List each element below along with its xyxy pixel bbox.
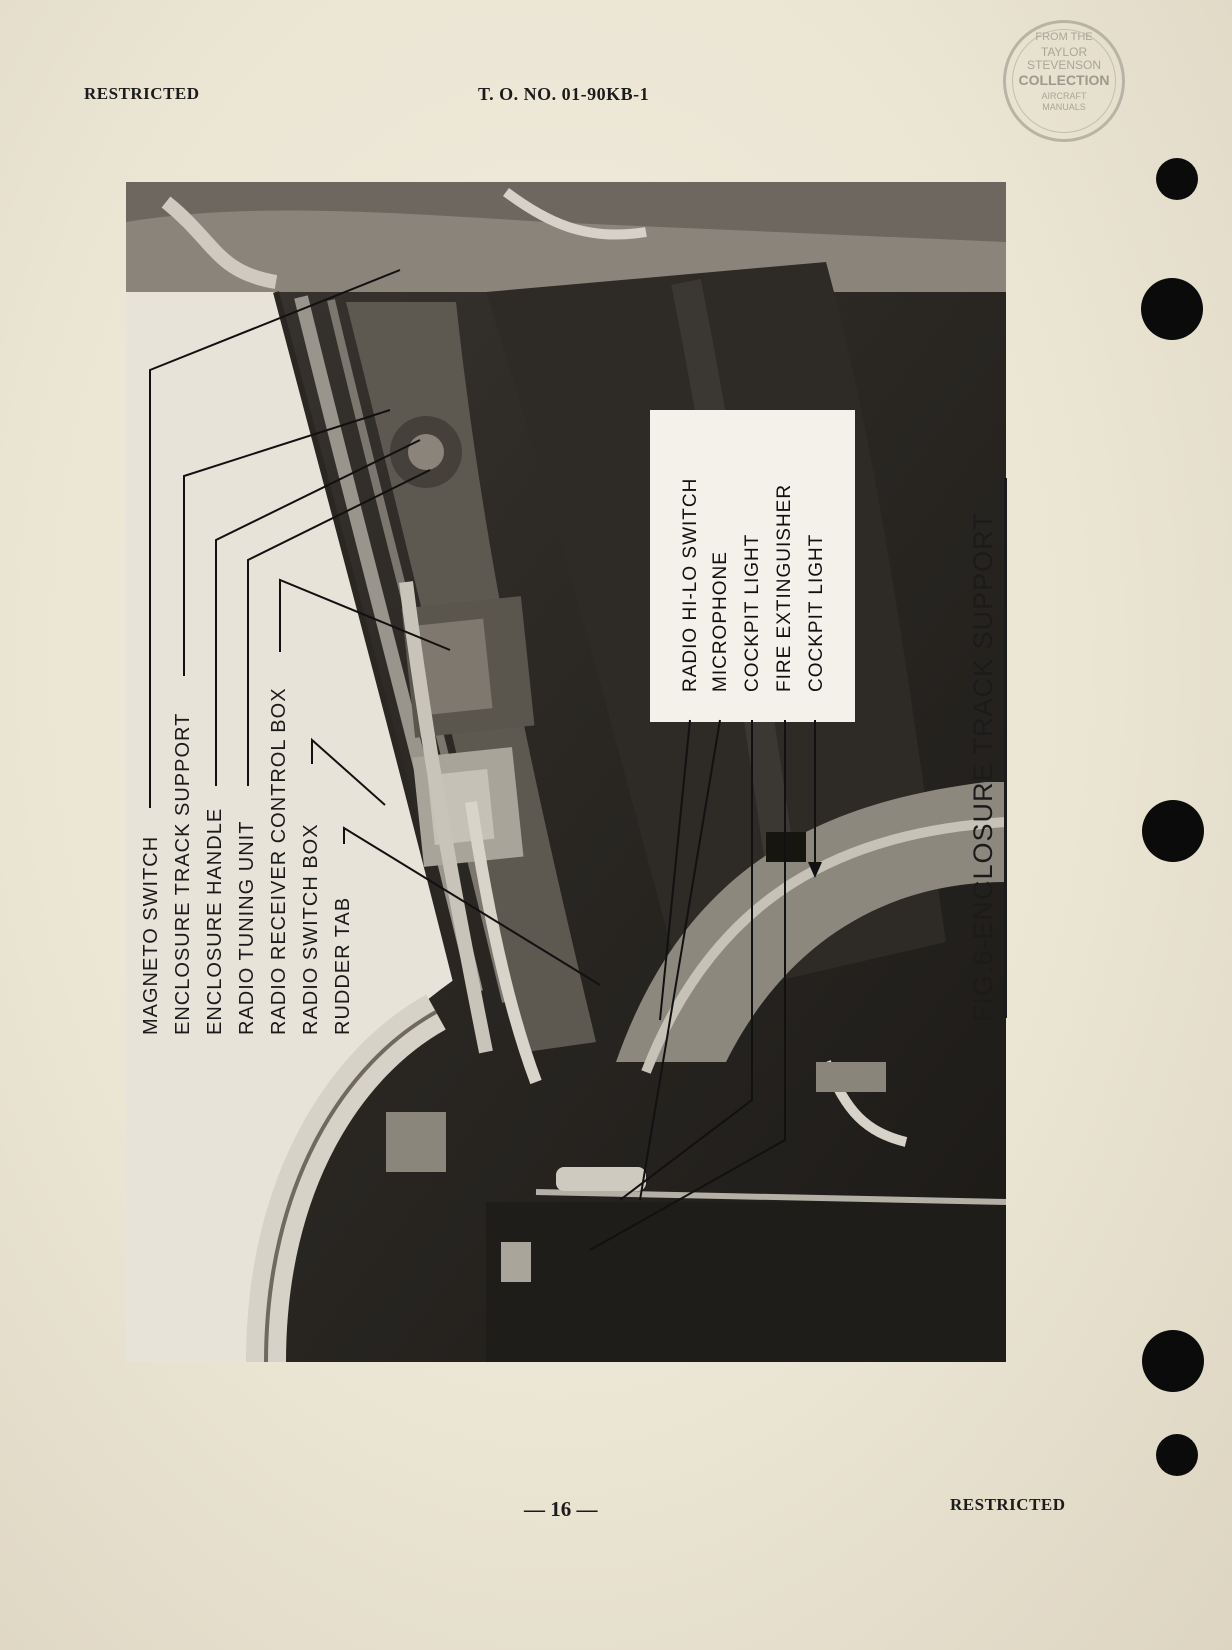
caption-underline	[1004, 478, 1007, 1018]
callout-radio-tuning-unit: RADIO TUNING UNIT	[236, 820, 258, 1035]
stamp-line: TAYLOR	[1040, 45, 1088, 59]
callout-cockpit-light: COCKPIT LIGHT	[806, 533, 827, 692]
page-number: — 16 —	[524, 1497, 598, 1521]
callout-enclosure-handle: ENCLOSURE HANDLE	[204, 807, 226, 1035]
callout-radio-receiver-control-box: RADIO RECEIVER CONTROL BOX	[268, 687, 290, 1035]
figure-caption: FIG.6-ENCLOSURE TRACK SUPPORT	[968, 512, 998, 1022]
header-tech-order-number: T. O. NO. 01-90KB-1	[478, 84, 650, 104]
stamp-line: STEVENSON	[1026, 58, 1101, 72]
callout-radio-hi-lo-switch: RADIO HI-LO SWITCH	[680, 477, 701, 692]
callout-rudder-tab: RUDDER TAB	[332, 896, 354, 1035]
callout-magneto-switch: MAGNETO SWITCH	[140, 835, 162, 1035]
footer-restricted: RESTRICTED	[950, 1495, 1066, 1514]
stamp-line: COLLECTION	[1018, 72, 1110, 88]
stamp-line: AIRCRAFT	[1041, 91, 1087, 101]
stamp-line: FROM THE	[1035, 31, 1093, 43]
callout-radio-switch-box: RADIO SWITCH BOX	[300, 823, 322, 1035]
callout-cockpit-light: COCKPIT LIGHT	[742, 533, 763, 692]
callout-enclosure-track-support: ENCLOSURE TRACK SUPPORT	[172, 712, 194, 1035]
stamp-line: MANUALS	[1042, 102, 1086, 112]
callout-microphone: MICROPHONE	[710, 551, 731, 692]
callout-fire-extinguisher: FIRE EXTINGUISHER	[774, 483, 795, 692]
header-restricted: RESTRICTED	[84, 84, 200, 103]
